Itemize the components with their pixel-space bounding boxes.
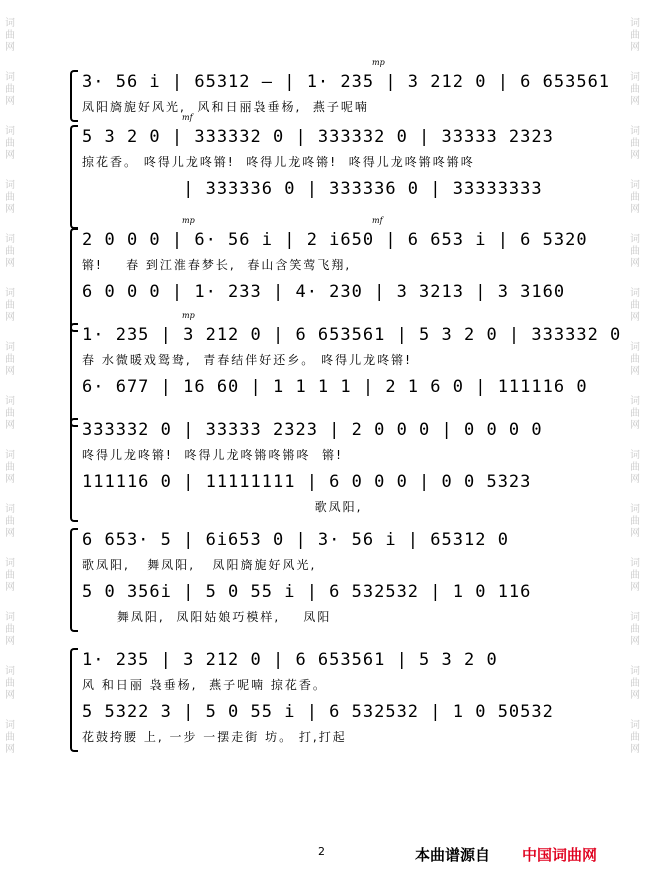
watermark-group bbox=[625, 72, 645, 108]
watermark-char: 曲 bbox=[5, 84, 15, 95]
watermark-char: 网 bbox=[630, 258, 640, 269]
watermark-char: 曲 bbox=[5, 624, 15, 635]
watermark-char: 网 bbox=[5, 582, 15, 593]
source-label: 本曲谱源自 bbox=[415, 846, 491, 864]
watermark-char: 网 bbox=[5, 474, 15, 485]
dynamic-mark: mp bbox=[182, 216, 195, 225]
system-brace bbox=[70, 228, 78, 332]
watermark-char: 网 bbox=[630, 636, 640, 647]
watermark-char: 词 bbox=[630, 558, 640, 569]
watermark-char: 网 bbox=[5, 420, 15, 431]
dynamic-mark: mf bbox=[182, 113, 193, 122]
watermark-char: 曲 bbox=[5, 408, 15, 419]
notation-line: 5 5322 3 | 5 0 55 i | 6 532532 | 1 0 50532 bbox=[82, 702, 554, 722]
notation-line: 5 0 356i | 5 0 55 i | 6 532532 | 1 0 116 bbox=[82, 582, 532, 602]
watermark-group bbox=[625, 180, 645, 216]
watermark-char: 曲 bbox=[630, 732, 640, 743]
watermark-char: 词 bbox=[5, 342, 15, 353]
watermark-char: 词 bbox=[630, 126, 640, 137]
watermark-char: 词 bbox=[630, 504, 640, 515]
notation-line: 6 0 0 0 | 1· 233 | 4· 230 | 3 3213 | 3 3160 bbox=[82, 282, 566, 302]
watermark-char: 曲 bbox=[5, 354, 15, 365]
watermark-char: 词 bbox=[5, 396, 15, 407]
watermark-group bbox=[0, 180, 20, 216]
notation-line: 1· 235 | 3 212 0 | 6 653561 | 5 3 2 0 bbox=[82, 650, 498, 670]
lyric-line: 歌凤阳, bbox=[82, 500, 363, 514]
watermark-group bbox=[0, 342, 20, 378]
watermark-char: 词 bbox=[630, 342, 640, 353]
watermark-char: 网 bbox=[5, 42, 15, 53]
lyric-line: 凤阳旖旎好风光, 风和日丽袅垂杨, 燕子呢喃 bbox=[82, 100, 369, 114]
watermark-group bbox=[0, 450, 20, 486]
watermark-group bbox=[625, 126, 645, 162]
watermark-char: 网 bbox=[5, 744, 15, 755]
dynamic-mark: mp bbox=[182, 311, 195, 320]
watermark-char: 词 bbox=[5, 450, 15, 461]
watermark-char: 词 bbox=[630, 450, 640, 461]
watermark-char: 网 bbox=[5, 366, 15, 377]
watermark-char: 网 bbox=[630, 474, 640, 485]
watermark-char: 词 bbox=[630, 666, 640, 677]
watermark-char: 网 bbox=[630, 312, 640, 323]
lyric-line: 风 和日丽 袅垂杨, 燕子呢喃 掠花香。 bbox=[82, 678, 327, 692]
watermark-char: 网 bbox=[5, 258, 15, 269]
watermark-group bbox=[0, 396, 20, 432]
watermark-group bbox=[0, 18, 20, 54]
watermark-char: 网 bbox=[630, 528, 640, 539]
watermark-group bbox=[625, 396, 645, 432]
notation-line: 333332 0 | 33333 2323 | 2 0 0 0 | 0 0 0 0 bbox=[82, 420, 543, 440]
watermark-char: 网 bbox=[5, 150, 15, 161]
watermark-char: 词 bbox=[5, 504, 15, 515]
watermark-char: 曲 bbox=[630, 462, 640, 473]
watermark-char: 词 bbox=[5, 288, 15, 299]
watermark-char: 曲 bbox=[630, 678, 640, 689]
watermark-char: 曲 bbox=[630, 516, 640, 527]
watermark-char: 曲 bbox=[630, 570, 640, 581]
watermark-group bbox=[625, 720, 645, 756]
watermark-char: 词 bbox=[5, 666, 15, 677]
watermark-char: 网 bbox=[630, 744, 640, 755]
dynamic-mark: mf bbox=[372, 216, 383, 225]
watermark-char: 网 bbox=[5, 528, 15, 539]
watermark-group bbox=[625, 612, 645, 648]
watermark-char: 网 bbox=[5, 312, 15, 323]
watermark-right bbox=[625, 0, 645, 891]
watermark-char: 曲 bbox=[5, 192, 15, 203]
watermark-char: 词 bbox=[630, 612, 640, 623]
system-brace bbox=[70, 418, 78, 522]
watermark-char: 词 bbox=[5, 72, 15, 83]
lyric-line: 锵! 春 到江淮春梦长, 春山含笑莺飞翔, bbox=[82, 258, 352, 272]
watermark-char: 词 bbox=[5, 18, 15, 29]
notation-line: 5 3 2 0 | 333332 0 | 333332 0 | 33333 2323 bbox=[82, 127, 554, 147]
watermark-group bbox=[0, 288, 20, 324]
lyric-line: 舞凤阳, 凤阳姑娘巧模样, 凤阳 bbox=[82, 610, 332, 624]
watermark-left bbox=[0, 0, 20, 891]
watermark-char: 网 bbox=[630, 96, 640, 107]
watermark-char: 词 bbox=[630, 288, 640, 299]
notation-line: 3· 56 i | 65312 — | 1· 235 | 3 212 0 | 6 653561 bbox=[82, 72, 611, 92]
watermark-group bbox=[0, 558, 20, 594]
site-name: 中国词曲网 bbox=[522, 846, 598, 864]
watermark-char: 曲 bbox=[5, 138, 15, 149]
watermark-group bbox=[625, 342, 645, 378]
watermark-char: 网 bbox=[5, 204, 15, 215]
watermark-group bbox=[0, 612, 20, 648]
watermark-char: 网 bbox=[630, 150, 640, 161]
watermark-char: 词 bbox=[5, 558, 15, 569]
watermark-char: 曲 bbox=[630, 192, 640, 203]
watermark-group bbox=[0, 234, 20, 270]
watermark-group bbox=[0, 504, 20, 540]
dynamic-mark: mp bbox=[372, 58, 385, 67]
watermark-char: 词 bbox=[5, 612, 15, 623]
watermark-char: 曲 bbox=[5, 300, 15, 311]
watermark-char: 网 bbox=[5, 636, 15, 647]
system-brace bbox=[70, 323, 78, 427]
watermark-char: 曲 bbox=[5, 678, 15, 689]
watermark-char: 词 bbox=[5, 234, 15, 245]
lyric-line: 掠花香。 咚得儿龙咚锵! 咚得儿龙咚锵! 咚得儿龙咚锵咚锵咚 bbox=[82, 155, 475, 169]
watermark-char: 曲 bbox=[630, 246, 640, 257]
notation-line: | 333336 0 | 333336 0 | 33333333 bbox=[82, 179, 543, 199]
watermark-char: 曲 bbox=[5, 30, 15, 41]
watermark-char: 曲 bbox=[630, 30, 640, 41]
watermark-char: 网 bbox=[5, 96, 15, 107]
watermark-group bbox=[0, 126, 20, 162]
watermark-char: 曲 bbox=[5, 246, 15, 257]
system-brace bbox=[70, 70, 78, 122]
watermark-char: 网 bbox=[630, 582, 640, 593]
watermark-char: 曲 bbox=[630, 624, 640, 635]
lyric-line: 花鼓挎腰 上, 一步 一摆走街 坊。 打,打起 bbox=[82, 730, 347, 744]
watermark-group bbox=[0, 666, 20, 702]
lyric-line: 春 水微暖戏鸳鸯, 青春结伴好还乡。 咚得儿龙咚锵! bbox=[82, 353, 412, 367]
watermark-char: 曲 bbox=[5, 516, 15, 527]
watermark-char: 曲 bbox=[630, 84, 640, 95]
watermark-group bbox=[625, 450, 645, 486]
watermark-group bbox=[625, 504, 645, 540]
watermark-char: 网 bbox=[630, 690, 640, 701]
watermark-char: 网 bbox=[630, 42, 640, 53]
watermark-char: 网 bbox=[5, 690, 15, 701]
watermark-group bbox=[625, 288, 645, 324]
watermark-group bbox=[625, 234, 645, 270]
watermark-char: 曲 bbox=[5, 462, 15, 473]
watermark-char: 网 bbox=[630, 366, 640, 377]
watermark-group bbox=[625, 18, 645, 54]
watermark-char: 曲 bbox=[630, 138, 640, 149]
notation-line: 6· 677 | 16 60 | 1 1 1 1 | 2 1 6 0 | 111116 0 bbox=[82, 377, 588, 397]
watermark-char: 曲 bbox=[630, 300, 640, 311]
system-brace bbox=[70, 648, 78, 752]
watermark-group bbox=[625, 558, 645, 594]
watermark-char: 词 bbox=[630, 18, 640, 29]
watermark-char: 曲 bbox=[630, 354, 640, 365]
watermark-char: 词 bbox=[5, 126, 15, 137]
watermark-group bbox=[0, 72, 20, 108]
watermark-group bbox=[625, 666, 645, 702]
notation-line: 2 0 0 0 | 6· 56 i | 2 i650 | 6 653 i | 6 5320 bbox=[82, 230, 588, 250]
watermark-char: 词 bbox=[630, 72, 640, 83]
watermark-char: 网 bbox=[630, 204, 640, 215]
watermark-char: 词 bbox=[5, 180, 15, 191]
watermark-char: 词 bbox=[630, 396, 640, 407]
watermark-char: 曲 bbox=[630, 408, 640, 419]
page-number: 2 bbox=[318, 845, 325, 858]
watermark-char: 网 bbox=[630, 420, 640, 431]
watermark-char: 词 bbox=[5, 720, 15, 731]
watermark-char: 曲 bbox=[5, 732, 15, 743]
watermark-char: 曲 bbox=[5, 570, 15, 581]
watermark-char: 词 bbox=[630, 234, 640, 245]
notation-line: 6 653· 5 | 6i653 0 | 3· 56 i | 65312 0 bbox=[82, 530, 509, 550]
lyric-line: 歌凤阳, 舞凤阳, 凤阳旖旎好风光, bbox=[82, 558, 317, 572]
system-brace bbox=[70, 125, 78, 229]
watermark-group bbox=[0, 720, 20, 756]
watermark-char: 词 bbox=[630, 180, 640, 191]
system-brace bbox=[70, 528, 78, 632]
notation-line: 1· 235 | 3 212 0 | 6 653561 | 5 3 2 0 | 333332 0 bbox=[82, 325, 622, 345]
lyric-line: 咚得儿龙咚锵! 咚得儿龙咚锵咚锵咚 锵! bbox=[82, 448, 343, 462]
watermark-char: 词 bbox=[630, 720, 640, 731]
notation-line: 111116 0 | 11111111 | 6 0 0 0 | 0 0 5323 bbox=[82, 472, 532, 492]
